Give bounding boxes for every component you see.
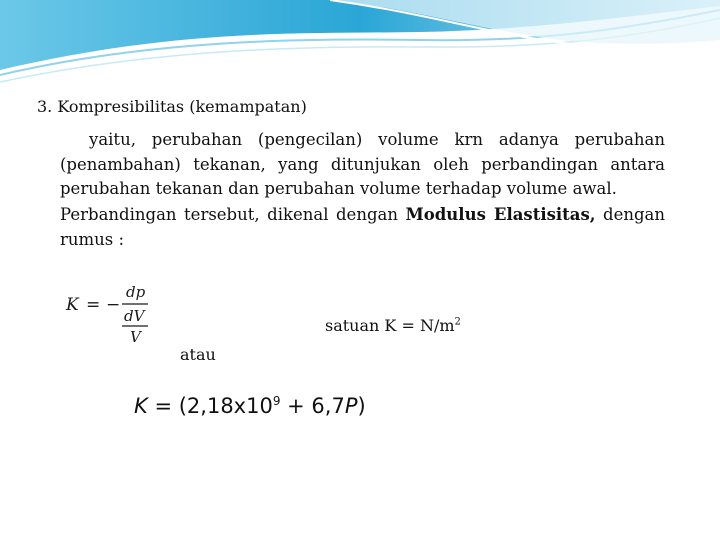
- definition-paragraph: yaitu, perubahan (pengecilan) volume krn adanya perubahan (penambahan) tekanan, yang ditunjukan oleh perbandingan antara perubahan tekanan dan perubahan volume terhadap volume awal.: [60, 130, 665, 198]
- slide-heading: 3. Kompresibilitas (kemampatan): [37, 97, 307, 116]
- formula2-lhs: K: [134, 394, 148, 418]
- formula-numerator: dp: [126, 283, 146, 301]
- intro-text: Perbandingan tersebut, dikenal dengan: [60, 205, 406, 224]
- formula-denominator-bottom: V: [130, 328, 141, 346]
- intro-text-end: dengan rumus :: [60, 205, 665, 249]
- unit-label: satuan K = N/m: [325, 316, 455, 335]
- formula2-var: P: [344, 394, 358, 418]
- formula-equals: =: [86, 295, 101, 315]
- formula2-body-2: + 6,7: [280, 394, 345, 418]
- formula-denominator-top: dV: [124, 307, 145, 325]
- formula-lhs: K: [66, 295, 79, 315]
- formula-intro-paragraph: [60, 203, 665, 252]
- formula2-close: ): [357, 394, 366, 418]
- formula-minus: −: [106, 295, 121, 315]
- modulus-term: Modulus Elastisitas,: [405, 205, 596, 224]
- bulk-modulus-formula: [64, 280, 154, 346]
- formula2-exponent: 9: [272, 394, 281, 408]
- formula2-body: = (2,18x10: [147, 394, 273, 418]
- unit-note: [325, 316, 461, 335]
- atau-label: atau: [180, 345, 216, 364]
- header-wave-decoration: [0, 0, 720, 90]
- pressure-modulus-formula: [134, 394, 366, 418]
- unit-exponent: 2: [454, 316, 461, 328]
